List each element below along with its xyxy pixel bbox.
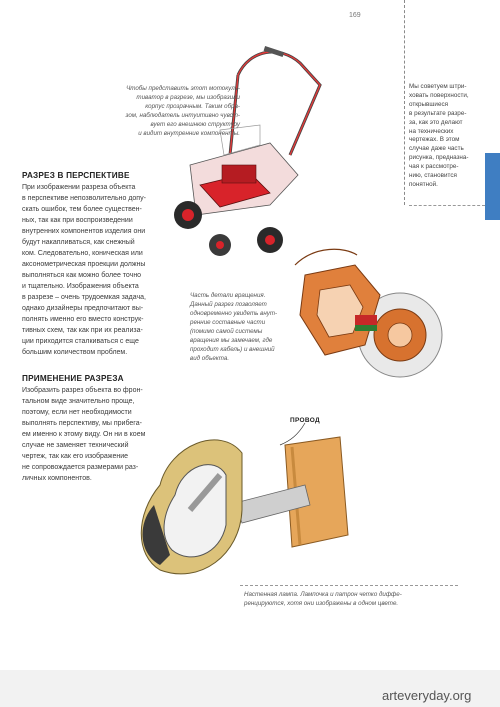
page-number: 169 xyxy=(349,12,361,19)
caption-line: и видит внутренние компоненты. xyxy=(138,130,240,137)
wheel-cutaway-illustration xyxy=(285,235,445,395)
body-line: и тщательно. Изображения объекта xyxy=(22,283,139,290)
body-line: выполняться как можно более точно xyxy=(22,272,142,279)
caption-line: одновременно увидеть внут- xyxy=(190,310,278,317)
body-line: ции приходится сталкиваться с еще xyxy=(22,338,139,345)
side-note-line: открывшиеся xyxy=(409,100,449,108)
side-note-line: рисунка, предназна- xyxy=(409,154,469,162)
body-line: в перспективе непозволительно допу- xyxy=(22,195,146,202)
chapter-tab xyxy=(485,153,500,220)
caption-line: вид объекта. xyxy=(190,355,230,362)
wire-label: ПРОВОД xyxy=(290,417,320,424)
body-line: ем именно к этому виду. Он ни в коем xyxy=(22,431,146,438)
caption-line: проходит кабель) и внешний xyxy=(190,346,275,353)
wall-lamp-illustration xyxy=(130,415,380,585)
body-line: поэтому, если нет необходимости xyxy=(22,409,132,416)
caption-line: зом, наблюдатель интуитивно чувст- xyxy=(125,112,240,119)
body-line: чертеж, так как его изображение xyxy=(22,453,129,460)
section-body-perspective xyxy=(22,182,162,358)
body-line: не сопровождается размерами раз- xyxy=(22,464,139,471)
caption-line: вращения мы замечаем, где xyxy=(190,337,273,344)
side-note-line: чая к рассмотре- xyxy=(409,163,459,171)
body-line: тивных схем, так как при их реализа- xyxy=(22,327,143,334)
body-line: выполнять перспективу, мы прибега- xyxy=(22,420,142,427)
side-note-line: чертежах. В этом xyxy=(409,136,460,144)
caption-line: корпус прозрачным. Таким обра- xyxy=(145,103,240,110)
body-line: тальном виде значительно проще, xyxy=(22,398,135,405)
mower-caption xyxy=(90,84,240,138)
caption-line: ренцируются, хотя они изображены в одном цвете. xyxy=(244,600,399,607)
body-line: личных компонентов. xyxy=(22,475,92,482)
caption-line: ренние составные части xyxy=(190,319,266,326)
body-line: аксонометрическая проекции должны xyxy=(22,261,146,268)
caption-line: Настенная лампа. Лампочка и патрон четко диффе- xyxy=(244,591,402,598)
body-line: большим количеством проблем. xyxy=(22,349,128,356)
body-line: будут накапливаться, как снежный xyxy=(22,239,135,246)
body-line: При изображении разреза объекта xyxy=(22,184,136,191)
side-note-line: случае даже часть xyxy=(409,145,464,153)
caption-line: тиватор в разрезе, мы изобразили xyxy=(136,94,240,101)
caption-line: Часть детали вращения. xyxy=(190,292,266,299)
body-line: полнять именно его вместо конструк- xyxy=(22,316,144,323)
caption-line: (помимо самой системы xyxy=(190,328,263,335)
lamp-caption-rule xyxy=(240,585,458,586)
body-line: ных, так как при воспроизведении xyxy=(22,217,133,224)
section-heading-perspective: РАЗРЕЗ В ПЕРСПЕКТИВЕ xyxy=(22,171,130,180)
side-note-rule xyxy=(409,205,485,206)
body-line: в разрезе – очень трудоемкая задача, xyxy=(22,294,146,301)
side-note-line: понятной. xyxy=(409,180,438,188)
mower-cutaway-illustration xyxy=(160,35,335,260)
side-note-line: ховать поверхности, xyxy=(409,91,469,99)
caption-line: вует его внешнюю структуру xyxy=(150,121,240,128)
side-note-line: Мы советуем штри- xyxy=(409,83,467,90)
side-note-line: за, как это делают xyxy=(409,118,463,126)
side-note-line: нию, становится xyxy=(409,172,457,180)
body-line: однако дизайнеры предпочитают вы- xyxy=(22,305,144,312)
side-note-line: на технических xyxy=(409,127,454,135)
wheel-caption xyxy=(190,291,300,363)
dashed-divider xyxy=(404,0,405,205)
caption-line: Данный разрез позволяет xyxy=(190,301,267,308)
body-line: внутренних компонентов изделия они xyxy=(22,228,146,235)
section-heading-application: ПРИМЕНЕНИЕ РАЗРЕЗА xyxy=(22,374,124,383)
body-line: Изобразить разрез объекта во фрон- xyxy=(22,387,143,394)
body-line: ком. Следовательно, коническая или xyxy=(22,250,143,257)
side-note xyxy=(409,83,485,190)
body-line: случае не заменяет технический xyxy=(22,442,129,449)
side-note-line: в результате разре- xyxy=(409,109,467,117)
lamp-caption xyxy=(244,590,459,608)
caption-line: Чтобы представить этот мотокуль- xyxy=(126,85,240,92)
body-line: скать ошибок, тем более существен- xyxy=(22,206,142,213)
watermark: arteveryday.org xyxy=(382,688,472,703)
